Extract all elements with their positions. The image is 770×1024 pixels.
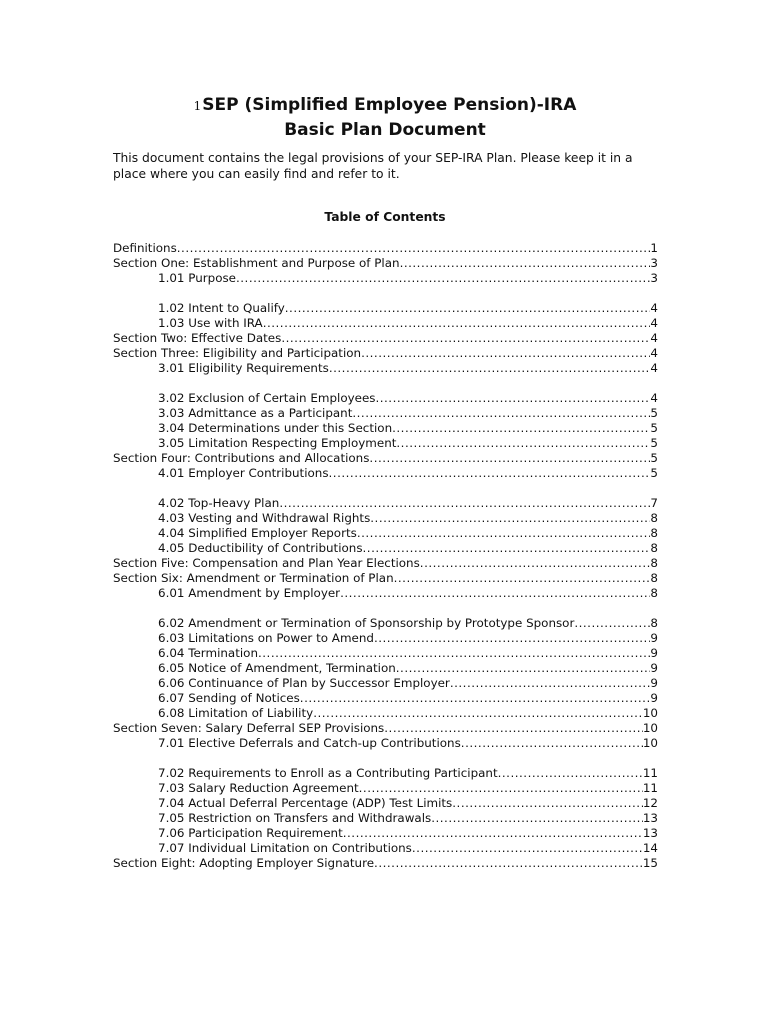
toc-entry-label: 6.03 Limitations on Power to Amend [158, 631, 374, 645]
toc-entry-page: 8 [650, 586, 658, 600]
toc-entry-page: 11 [642, 781, 658, 795]
toc-dot-leader [394, 571, 651, 586]
toc-dot-leader [396, 436, 650, 451]
toc-dot-leader [370, 511, 650, 526]
toc-dot-leader [263, 316, 651, 331]
toc-entry-page: 15 [642, 856, 658, 870]
toc-entry-page: 9 [650, 661, 658, 675]
toc-entry-page: 8 [650, 616, 658, 630]
toc-entry-page: 10 [642, 706, 658, 720]
toc-entry-label: 7.05 Restriction on Transfers and Withdrawals [158, 811, 432, 825]
toc-entry-label: Definitions [113, 241, 177, 255]
toc-entry-page: 5 [650, 421, 658, 435]
toc-entry-label: 7.01 Elective Deferrals and Catch-up Contributions [158, 736, 461, 750]
toc-entry[interactable] [113, 316, 658, 331]
toc-entry-page: 8 [650, 571, 658, 585]
toc-dot-leader [357, 526, 651, 541]
toc-entry-label: Section Three: Eligibility and Participation [113, 346, 362, 360]
toc-entry-label: 6.05 Notice of Amendment, Termination [158, 661, 396, 675]
toc-dot-leader [452, 796, 643, 811]
toc-entry[interactable] [113, 856, 658, 871]
toc-dot-leader [375, 391, 650, 406]
toc-entry-label: 6.01 Amendment by Employer [158, 586, 341, 600]
toc-dot-leader [574, 616, 650, 631]
toc-dot-leader [461, 736, 643, 751]
toc-entry-page: 8 [650, 526, 658, 540]
title-text-1: SEP (Simplified Employee Pension)-IRA [202, 95, 577, 115]
toc-entry[interactable] [113, 256, 658, 271]
intro-paragraph: This document contains the legal provisions of your SEP-IRA Plan. Please keep it in a place where you can easily find and refer to it. [113, 151, 633, 181]
toc-entry-label: 6.02 Amendment or Termination of Sponsorship by Prototype Sponsor [158, 616, 575, 630]
toc-entry[interactable] [113, 361, 658, 376]
toc-entry-label: 4.02 Top-Heavy Plan [158, 496, 280, 510]
toc-dot-leader [343, 826, 643, 841]
toc-entry-label: 6.06 Continuance of Plan by Successor Employer [158, 676, 450, 690]
toc-entry-label: Section Eight: Adopting Employer Signature [113, 856, 375, 870]
toc-dot-leader [361, 346, 650, 361]
toc-entry-label: 3.03 Admittance as a Participant [158, 406, 353, 420]
toc-dot-leader [300, 691, 651, 706]
table-of-contents [113, 241, 658, 871]
toc-entry-label: 4.01 Employer Contributions [158, 466, 329, 480]
toc-dot-leader [258, 646, 650, 661]
toc-entry-label: 3.02 Exclusion of Certain Employees [158, 391, 376, 405]
toc-entry-page: 5 [650, 451, 658, 465]
toc-entry-page: 13 [642, 811, 658, 825]
toc-entry-page: 9 [650, 631, 658, 645]
toc-entry[interactable] [113, 241, 658, 256]
toc-entry-page: 12 [642, 796, 658, 810]
toc-entry-label: 4.05 Deductibility of Contributions [158, 541, 363, 555]
toc-entry[interactable] [113, 571, 658, 586]
toc-entry-page: 1 [650, 241, 658, 255]
toc-entry[interactable] [113, 391, 658, 406]
toc-entry-page: 4 [650, 301, 658, 315]
toc-entry-label: 7.02 Requirements to Enroll as a Contributing Participant [158, 766, 498, 780]
title-line-1 [0, 93, 770, 118]
toc-entry[interactable] [113, 811, 658, 826]
toc-entry-label: 6.04 Termination [158, 646, 258, 660]
toc-dot-leader [329, 361, 651, 376]
toc-entry-page: 3 [650, 271, 658, 285]
toc-entry-page: 8 [650, 556, 658, 570]
toc-entry-label: 1.02 Intent to Qualify [158, 301, 285, 315]
toc-entry[interactable] [113, 451, 658, 466]
toc-entry-label: Section Two: Effective Dates [113, 331, 282, 345]
toc-entry[interactable] [113, 301, 658, 316]
toc-dot-leader [420, 556, 651, 571]
toc-entry[interactable] [113, 541, 658, 556]
toc-entry-page: 11 [642, 766, 658, 780]
footnote-marker: 1 [193, 99, 202, 113]
toc-entry[interactable] [113, 826, 658, 841]
toc-entry-label: Section Five: Compensation and Plan Year Elections [113, 556, 420, 570]
toc-dot-leader [412, 841, 643, 856]
toc-dot-leader [396, 661, 651, 676]
toc-entry-label: 1.01 Purpose [158, 271, 236, 285]
toc-entry[interactable] [113, 661, 658, 676]
toc-entry-page: 10 [642, 736, 658, 750]
toc-entry-label: Section Six: Amendment or Termination of Plan [113, 571, 394, 585]
toc-entry-label: 4.03 Vesting and Withdrawal Rights [158, 511, 371, 525]
toc-entry-label: 7.04 Actual Deferral Percentage (ADP) Test Limits [158, 796, 453, 810]
toc-entry[interactable] [113, 331, 658, 346]
toc-entry[interactable] [113, 691, 658, 706]
toc-entry-label: 3.01 Eligibility Requirements [158, 361, 329, 375]
toc-entry-label: 3.05 Limitation Respecting Employment [158, 436, 397, 450]
toc-entry[interactable] [113, 616, 658, 631]
toc-entry-label: 1.03 Use with IRA [158, 316, 263, 330]
toc-entry-page: 9 [650, 691, 658, 705]
toc-entry-page: 14 [642, 841, 658, 855]
toc-entry[interactable] [113, 841, 658, 856]
toc-entry[interactable] [113, 436, 658, 451]
toc-entry-label: 7.06 Participation Requirement [158, 826, 343, 840]
toc-entry-page: 3 [650, 256, 658, 270]
toc-dot-leader [340, 586, 650, 601]
document-title [0, 93, 770, 142]
toc-entry[interactable] [113, 586, 658, 601]
toc-entry[interactable] [113, 736, 658, 751]
toc-entry-page: 5 [650, 406, 658, 420]
toc-dot-leader [352, 406, 650, 421]
toc-entry-label: Section Four: Contributions and Allocations [113, 451, 370, 465]
toc-dot-leader [374, 631, 650, 646]
toc-entry-label: 6.08 Limitation of Liability [158, 706, 314, 720]
toc-entry[interactable] [113, 406, 658, 421]
toc-entry-page: 9 [650, 676, 658, 690]
toc-entry[interactable] [113, 676, 658, 691]
toc-dot-leader [400, 256, 651, 271]
toc-entry-page: 9 [650, 646, 658, 660]
toc-dot-leader [384, 721, 643, 736]
toc-dot-leader [279, 496, 650, 511]
toc-entry-label: 7.07 Individual Limitation on Contributions [158, 841, 412, 855]
toc-entry-page: 4 [650, 346, 658, 360]
toc-entry-label: Section Seven: Salary Deferral SEP Provisions [113, 721, 385, 735]
toc-entry[interactable] [113, 781, 658, 796]
toc-entry-page: 5 [650, 436, 658, 450]
toc-dot-leader [374, 856, 643, 871]
toc-entry-page: 5 [650, 466, 658, 480]
toc-entry[interactable] [113, 346, 658, 361]
toc-entry[interactable] [113, 721, 658, 736]
toc-entry[interactable] [113, 496, 658, 511]
toc-dot-leader [369, 451, 650, 466]
toc-entry[interactable] [113, 556, 658, 571]
toc-entry-page: 13 [642, 826, 658, 840]
toc-entry[interactable] [113, 466, 658, 481]
toc-heading: Table of Contents [324, 210, 446, 224]
toc-entry-page: 4 [650, 331, 658, 345]
toc-entry-page: 8 [650, 511, 658, 525]
toc-dot-leader [392, 421, 650, 436]
toc-dot-leader [236, 271, 650, 286]
toc-dot-leader [498, 766, 643, 781]
toc-entry-page: 4 [650, 316, 658, 330]
toc-entry[interactable] [113, 511, 658, 526]
toc-entry[interactable] [113, 706, 658, 721]
toc-entry-page: 8 [650, 541, 658, 555]
toc-entry-page: 4 [650, 391, 658, 405]
toc-dot-leader [359, 781, 643, 796]
toc-dot-leader [329, 466, 651, 481]
toc-entry-label: 4.04 Simplified Employer Reports [158, 526, 357, 540]
toc-entry-page: 7 [650, 496, 658, 510]
toc-entry[interactable] [113, 526, 658, 541]
toc-dot-leader [177, 241, 651, 256]
toc-dot-leader [431, 811, 643, 826]
toc-dot-leader [285, 301, 651, 316]
toc-entry[interactable] [113, 421, 658, 436]
toc-entry-label: Section One: Establishment and Purpose of Plan [113, 256, 400, 270]
toc-entry-page: 4 [650, 361, 658, 375]
toc-entry-label: 6.07 Sending of Notices [158, 691, 300, 705]
toc-entry[interactable] [113, 271, 658, 286]
toc-dot-leader [363, 541, 651, 556]
toc-dot-leader [313, 706, 643, 721]
toc-entry[interactable] [113, 631, 658, 646]
title-line-2: Basic Plan Document [284, 120, 486, 140]
toc-entry[interactable] [113, 796, 658, 811]
toc-dot-leader [281, 331, 650, 346]
toc-entry-page: 10 [642, 721, 658, 735]
toc-entry-label: 3.04 Determinations under this Section [158, 421, 393, 435]
toc-entry-label: 7.03 Salary Reduction Agreement [158, 781, 359, 795]
toc-entry[interactable] [113, 766, 658, 781]
toc-entry[interactable] [113, 646, 658, 661]
toc-dot-leader [450, 676, 651, 691]
